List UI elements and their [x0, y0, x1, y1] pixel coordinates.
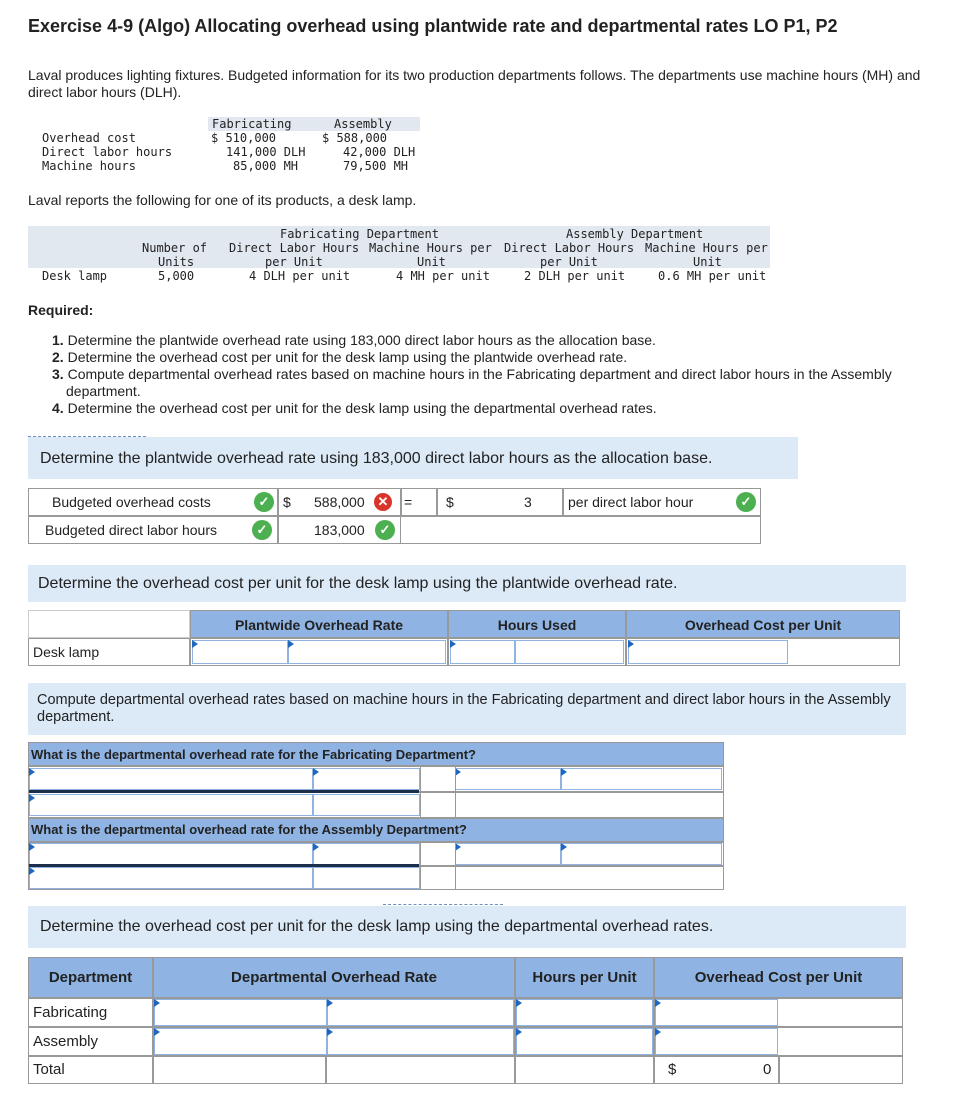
asm-dept-rate-value-input[interactable] — [327, 1028, 514, 1055]
fab-numerator-label-input[interactable] — [29, 768, 313, 790]
dollar-sign: $ — [446, 494, 454, 510]
col-overhead-cost: Overhead Cost per Unit — [684, 617, 842, 633]
budget-cell: $ 588,000 — [322, 131, 388, 145]
fab-overhead-cost-input[interactable] — [655, 999, 778, 1026]
required-list — [52, 332, 912, 417]
check-icon: ✓ — [736, 492, 756, 512]
budget-cell: 85,000 MH — [233, 159, 299, 173]
part3-heading: Compute departmental overhead rates based on machine hours in the Fabricating department and direct labor hours in the Assembly department. — [37, 692, 891, 725]
hours-input[interactable]: 183,000 — [314, 522, 365, 538]
dept-assembly-label: Assembly — [33, 1033, 99, 1050]
asm-numerator-input[interactable] — [313, 843, 420, 865]
fab-dept-rate-input[interactable] — [154, 999, 327, 1026]
asm-denominator-label-input[interactable] — [29, 867, 313, 889]
fab-rate-input[interactable] — [455, 768, 561, 790]
fab-denominator-label-input[interactable] — [29, 794, 313, 816]
asm-dept-rate-input[interactable] — [154, 1028, 327, 1055]
budget-header-fab: Fabricating — [212, 117, 292, 131]
lamp-col-fab-dlh: per Unit — [265, 255, 323, 269]
hours-used-value-input[interactable] — [515, 640, 624, 664]
required-label: Required: — [28, 302, 94, 318]
asm-denominator-input[interactable] — [313, 867, 420, 889]
rate-unit-select[interactable]: per direct labor hour — [568, 494, 694, 510]
col-plantwide-rate: Plantwide Overhead Rate — [234, 617, 404, 633]
page-title: Exercise 4-9 (Algo) Allocating overhead using plantwide rate and departmental rates LO P1, P2 — [28, 16, 838, 36]
col-hours-per-unit: Hours per Unit — [532, 969, 637, 986]
equals-sign: = — [404, 494, 413, 510]
fab-numerator-input[interactable] — [313, 768, 420, 790]
overhead-cost-input[interactable]: 588,000 — [314, 494, 365, 510]
lamp-col-asm-dlh: per Unit — [540, 255, 598, 269]
required-item: 1. Determine the plantwide overhead rate using 183,000 direct labor hours as the allocation base. — [52, 332, 656, 348]
total-overhead-value: 0 — [763, 1061, 772, 1078]
desk-lamp-label: Desk lamp — [33, 644, 100, 660]
lamp-col-asm-dlh: Direct Labor Hours — [504, 241, 635, 255]
required-item: 3. Compute departmental overhead rates based on machine hours in the Fabricating department and direct labor hours in the Assembly department. — [52, 366, 892, 399]
asm-rate-input[interactable] — [455, 843, 561, 865]
total-dollar: $ — [668, 1061, 677, 1078]
budget-row-label: Direct labor hours — [42, 145, 173, 159]
asm-overhead-cost-input[interactable] — [655, 1028, 778, 1055]
rate-input[interactable]: 3 — [524, 494, 532, 510]
fab-dept-rate-value-input[interactable] — [327, 999, 514, 1026]
dollar-sign: $ — [283, 494, 291, 510]
lamp-fab-mh: 4 MH per unit — [396, 269, 490, 283]
fab-rate-unit-input[interactable] — [561, 768, 722, 790]
budget-cell: 79,500 MH — [343, 159, 409, 173]
budgeted-dlh-label: Budgeted direct labor hours — [45, 522, 217, 538]
check-icon: ✓ — [375, 520, 395, 540]
fab-rate-question: What is the departmental overhead rate for the Fabricating Department? — [31, 747, 476, 762]
budgeted-overhead-label: Budgeted overhead costs — [52, 494, 211, 510]
fab-hours-unit-input[interactable] — [516, 999, 653, 1026]
lamp-intro: Laval reports the following for one of its products, a desk lamp. — [28, 192, 417, 208]
overhead-cost-unit-input[interactable] — [628, 640, 788, 664]
budget-cell: $ 510,000 — [211, 131, 277, 145]
hours-used-input[interactable] — [450, 640, 515, 664]
budget-cell: 42,000 DLH — [343, 145, 416, 159]
part2-heading: Determine the overhead cost per unit for the desk lamp using the plantwide overhead rate. — [38, 575, 678, 592]
lamp-col-fab-dlh: Direct Labor Hours — [229, 241, 360, 255]
required-item: 2. Determine the overhead cost per unit for the desk lamp using the plantwide overhead rate. — [52, 349, 628, 365]
plantwide-rate-input[interactable] — [192, 640, 288, 664]
asm-rate-unit-input[interactable] — [561, 843, 722, 865]
required-item: 4. Determine the overhead cost per unit for the desk lamp using the departmental overhead rates. — [52, 400, 657, 416]
lamp-col-units: Number of — [142, 241, 208, 255]
dept-total-label: Total — [33, 1061, 65, 1078]
asm-numerator-label-input[interactable] — [29, 843, 313, 865]
lamp-col-fab-mh: Machine Hours per — [369, 241, 492, 255]
col-department: Department — [48, 969, 133, 986]
check-icon: ✓ — [254, 492, 274, 512]
intro-text: Laval produces lighting fixtures. Budgeted information for its two production departments follows. The departments use machine hours (MH) and direct labor hours (DLH). — [28, 67, 921, 100]
lamp-units: 5,000 — [158, 269, 195, 283]
lamp-group-asm: Assembly Department — [566, 227, 704, 241]
lamp-asm-mh: 0.6 MH per unit — [658, 269, 767, 283]
lamp-col-asm-mh: Unit — [693, 255, 722, 269]
col-dept-rate: Departmental Overhead Rate — [231, 969, 437, 986]
lamp-col-fab-mh: Unit — [417, 255, 446, 269]
col-hours-used: Hours Used — [497, 617, 577, 633]
check-icon: ✓ — [252, 520, 272, 540]
lamp-row-label: Desk lamp — [42, 269, 108, 283]
lamp-col-asm-mh: Machine Hours per — [645, 241, 768, 255]
lamp-col-units: Units — [158, 255, 195, 269]
budget-row-label: Overhead cost — [42, 131, 136, 145]
lamp-fab-dlh: 4 DLH per unit — [249, 269, 351, 283]
budget-row-label: Machine hours — [42, 159, 136, 173]
budget-cell: 141,000 DLH — [226, 145, 306, 159]
dept-fabricating-label: Fabricating — [33, 1004, 108, 1021]
lamp-asm-dlh: 2 DLH per unit — [524, 269, 626, 283]
error-icon: ✕ — [374, 493, 392, 511]
col-overhead-cost-unit: Overhead Cost per Unit — [694, 969, 863, 986]
part4-heading: Determine the overhead cost per unit for the desk lamp using the departmental overhead rates. — [40, 918, 714, 935]
part1-heading: Determine the plantwide overhead rate using 183,000 direct labor hours as the allocation base. — [40, 450, 713, 467]
asm-hours-unit-input[interactable] — [516, 1028, 653, 1055]
plantwide-rate-value-input[interactable] — [288, 640, 446, 664]
lamp-group-fab: Fabricating Department — [280, 227, 439, 241]
fab-denominator-input[interactable] — [313, 794, 420, 816]
asm-rate-question: What is the departmental overhead rate for the Assembly Department? — [31, 822, 467, 837]
budget-header-asm: Assembly — [334, 117, 392, 131]
